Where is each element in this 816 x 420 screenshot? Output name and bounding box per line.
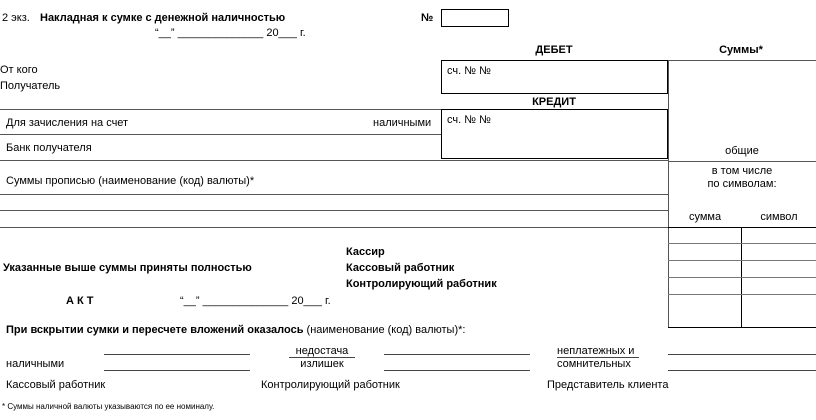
number-sign: № <box>421 12 434 24</box>
recipient-label: Получатель <box>0 80 61 92</box>
cash-worker-label: Кассовый работник <box>346 262 455 274</box>
sums-header: Суммы* <box>719 44 763 56</box>
sums-column-left-border <box>668 60 669 328</box>
for-account-label: Для зачисления на счет <box>6 117 129 129</box>
footnote: * Суммы наличной валюты указываются по ее номиналу. <box>2 402 215 411</box>
sums-column-top-border <box>668 60 816 61</box>
credit-header: КРЕДИТ <box>532 96 576 108</box>
cashier-label: Кассир <box>346 246 385 258</box>
including-line1: в том числе <box>711 165 773 177</box>
act-cash-label: наличными <box>6 358 65 370</box>
debit-header: ДЕБЕТ <box>535 44 573 56</box>
form-title: Накладная к сумке с денежной наличностью <box>40 12 286 24</box>
symbols-row-line <box>668 243 816 244</box>
amount-words-line[interactable] <box>0 194 668 195</box>
nonpayable-line[interactable] <box>668 354 816 355</box>
amount-words-label: Суммы прописью (наименование (код) валюты)* <box>6 175 255 187</box>
recipient-line[interactable] <box>0 109 441 110</box>
act-opening-text <box>6 324 465 337</box>
doubtful-label: сомнительных <box>557 358 631 370</box>
act-cash-line[interactable] <box>104 370 250 371</box>
from-label: От кого <box>0 64 38 76</box>
total-divider <box>668 161 816 162</box>
bank-line[interactable] <box>0 160 668 161</box>
shortage-label: недостача <box>295 345 349 357</box>
act-opening-bold: При вскрытии сумки и пересчете вложений оказалось <box>6 324 304 336</box>
including-line2: по символам: <box>707 178 777 190</box>
copy-label: 2 экз. <box>2 12 30 24</box>
act-title: А К Т <box>66 295 94 307</box>
nonpayable-label: неплатежных и <box>557 345 635 357</box>
symbols-grid-bottom <box>668 327 816 328</box>
col-sum-label: сумма <box>688 211 722 223</box>
account-line[interactable] <box>0 134 441 135</box>
amount-words-line[interactable] <box>0 210 668 211</box>
cash-label: наличными <box>373 117 432 129</box>
symbols-row-line <box>668 260 816 261</box>
surplus-line[interactable] <box>384 370 530 371</box>
client-rep-label: Представитель клиента <box>547 379 669 391</box>
document-number-field[interactable] <box>441 9 509 27</box>
act-date-line: “__” ______________ 20___ г. <box>180 295 331 307</box>
act-controller-label: Контролирующий работник <box>261 379 400 391</box>
controller-label: Контролирующий работник <box>346 278 497 290</box>
shortage-line[interactable] <box>384 354 530 355</box>
surplus-label: излишек <box>300 358 344 370</box>
act-opening-rest: (наименование (код) валюты)*: <box>303 324 466 336</box>
symbols-row-line <box>668 294 816 295</box>
total-label: общие <box>725 145 759 157</box>
header-date-line: “__” ______________ 20___ г. <box>155 27 306 39</box>
credit-account-label: сч. № № <box>447 114 491 126</box>
debit-account-label: сч. № № <box>447 65 491 77</box>
col-symbol-label: символ <box>760 211 798 223</box>
accepted-label: Указанные выше суммы приняты полностью <box>3 262 252 274</box>
doubtful-line[interactable] <box>668 370 816 371</box>
act-cash-line[interactable] <box>104 354 250 355</box>
act-cash-worker-label: Кассовый работник <box>6 379 106 391</box>
bank-label: Банк получателя <box>6 142 92 154</box>
amount-words-line[interactable] <box>0 227 668 228</box>
symbols-row-line <box>668 277 816 278</box>
symbols-grid-top <box>668 227 816 228</box>
